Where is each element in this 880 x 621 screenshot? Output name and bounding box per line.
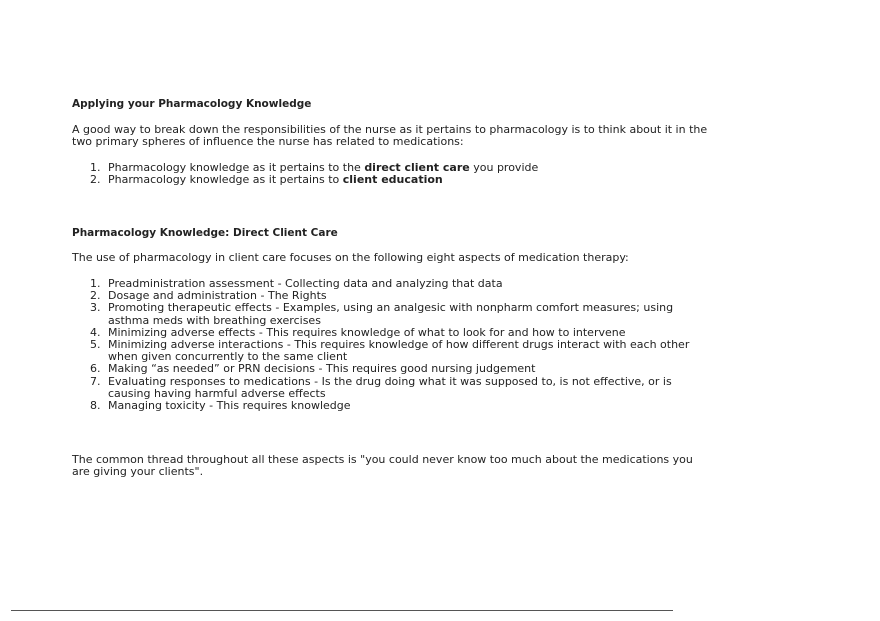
aspects-list — [72, 278, 712, 412]
list-number: 3. — [90, 301, 101, 315]
direct-care-intro: The use of pharmacology in client care focuses on the following eight aspects of medication therapy: — [72, 251, 629, 264]
footer-divider — [11, 610, 673, 611]
section-heading-direct-care: Pharmacology Knowledge: Direct Client Care — [72, 227, 338, 239]
list-item — [72, 400, 712, 412]
list-item — [72, 339, 712, 363]
spheres-list — [72, 162, 712, 186]
list-text: Promoting therapeutic effects - Examples, using an analgesic with nonpharm comfort measures; using asthma meds with breathing exercises — [108, 301, 674, 327]
list-item — [72, 376, 712, 400]
list-number: 4. — [90, 325, 101, 339]
list-text: Pharmacology knowledge as it pertains to the — [108, 161, 365, 174]
section-heading-applying: Applying your Pharmacology Knowledge — [72, 98, 312, 110]
list-text: Minimizing adverse effects - This requires knowledge of what to look for and how to intervene — [108, 325, 626, 339]
list-text: Preadministration assessment - Collecting data and analyzing that data — [108, 277, 503, 290]
intro-paragraph: A good way to break down the responsibilities of the nurse as it pertains to pharmacology is to think about it in the two primary spheres of influence the nurse has related to medications: — [72, 123, 708, 149]
list-number: 6. — [90, 362, 101, 376]
list-text: Managing toxicity - This requires knowledge — [108, 399, 351, 413]
list-number: 5. — [90, 338, 101, 352]
list-number: 8. — [90, 399, 101, 413]
closing-paragraph: The common thread throughout all these aspects is "you could never know too much about the medications you are giving your clients". — [72, 453, 693, 479]
list-text: Making “as needed” or PRN decisions - This requires good nursing judgement — [108, 362, 536, 376]
list-text: Dosage and administration - The Rights — [108, 289, 327, 303]
list-text: you provide — [469, 161, 539, 174]
list-text: Pharmacology knowledge as it pertains to — [108, 173, 343, 187]
list-text: Evaluating responses to medications - Is the drug doing what it was supposed to, is not effective, or is causing having harmful adverse effects — [108, 374, 672, 400]
list-text: Minimizing adverse interactions - This requires knowledge of how different drugs interact with each other when given concurrently to the same client — [108, 338, 690, 364]
list-item — [72, 302, 712, 326]
list-number: 1. — [90, 161, 101, 174]
list-emphasis: client education — [342, 173, 443, 187]
list-item — [72, 174, 712, 186]
list-number: 7. — [90, 374, 101, 388]
list-number: 2. — [90, 173, 101, 187]
list-number: 2. — [90, 289, 101, 303]
list-number: 1. — [90, 277, 101, 290]
list-emphasis: direct client care — [364, 161, 470, 174]
